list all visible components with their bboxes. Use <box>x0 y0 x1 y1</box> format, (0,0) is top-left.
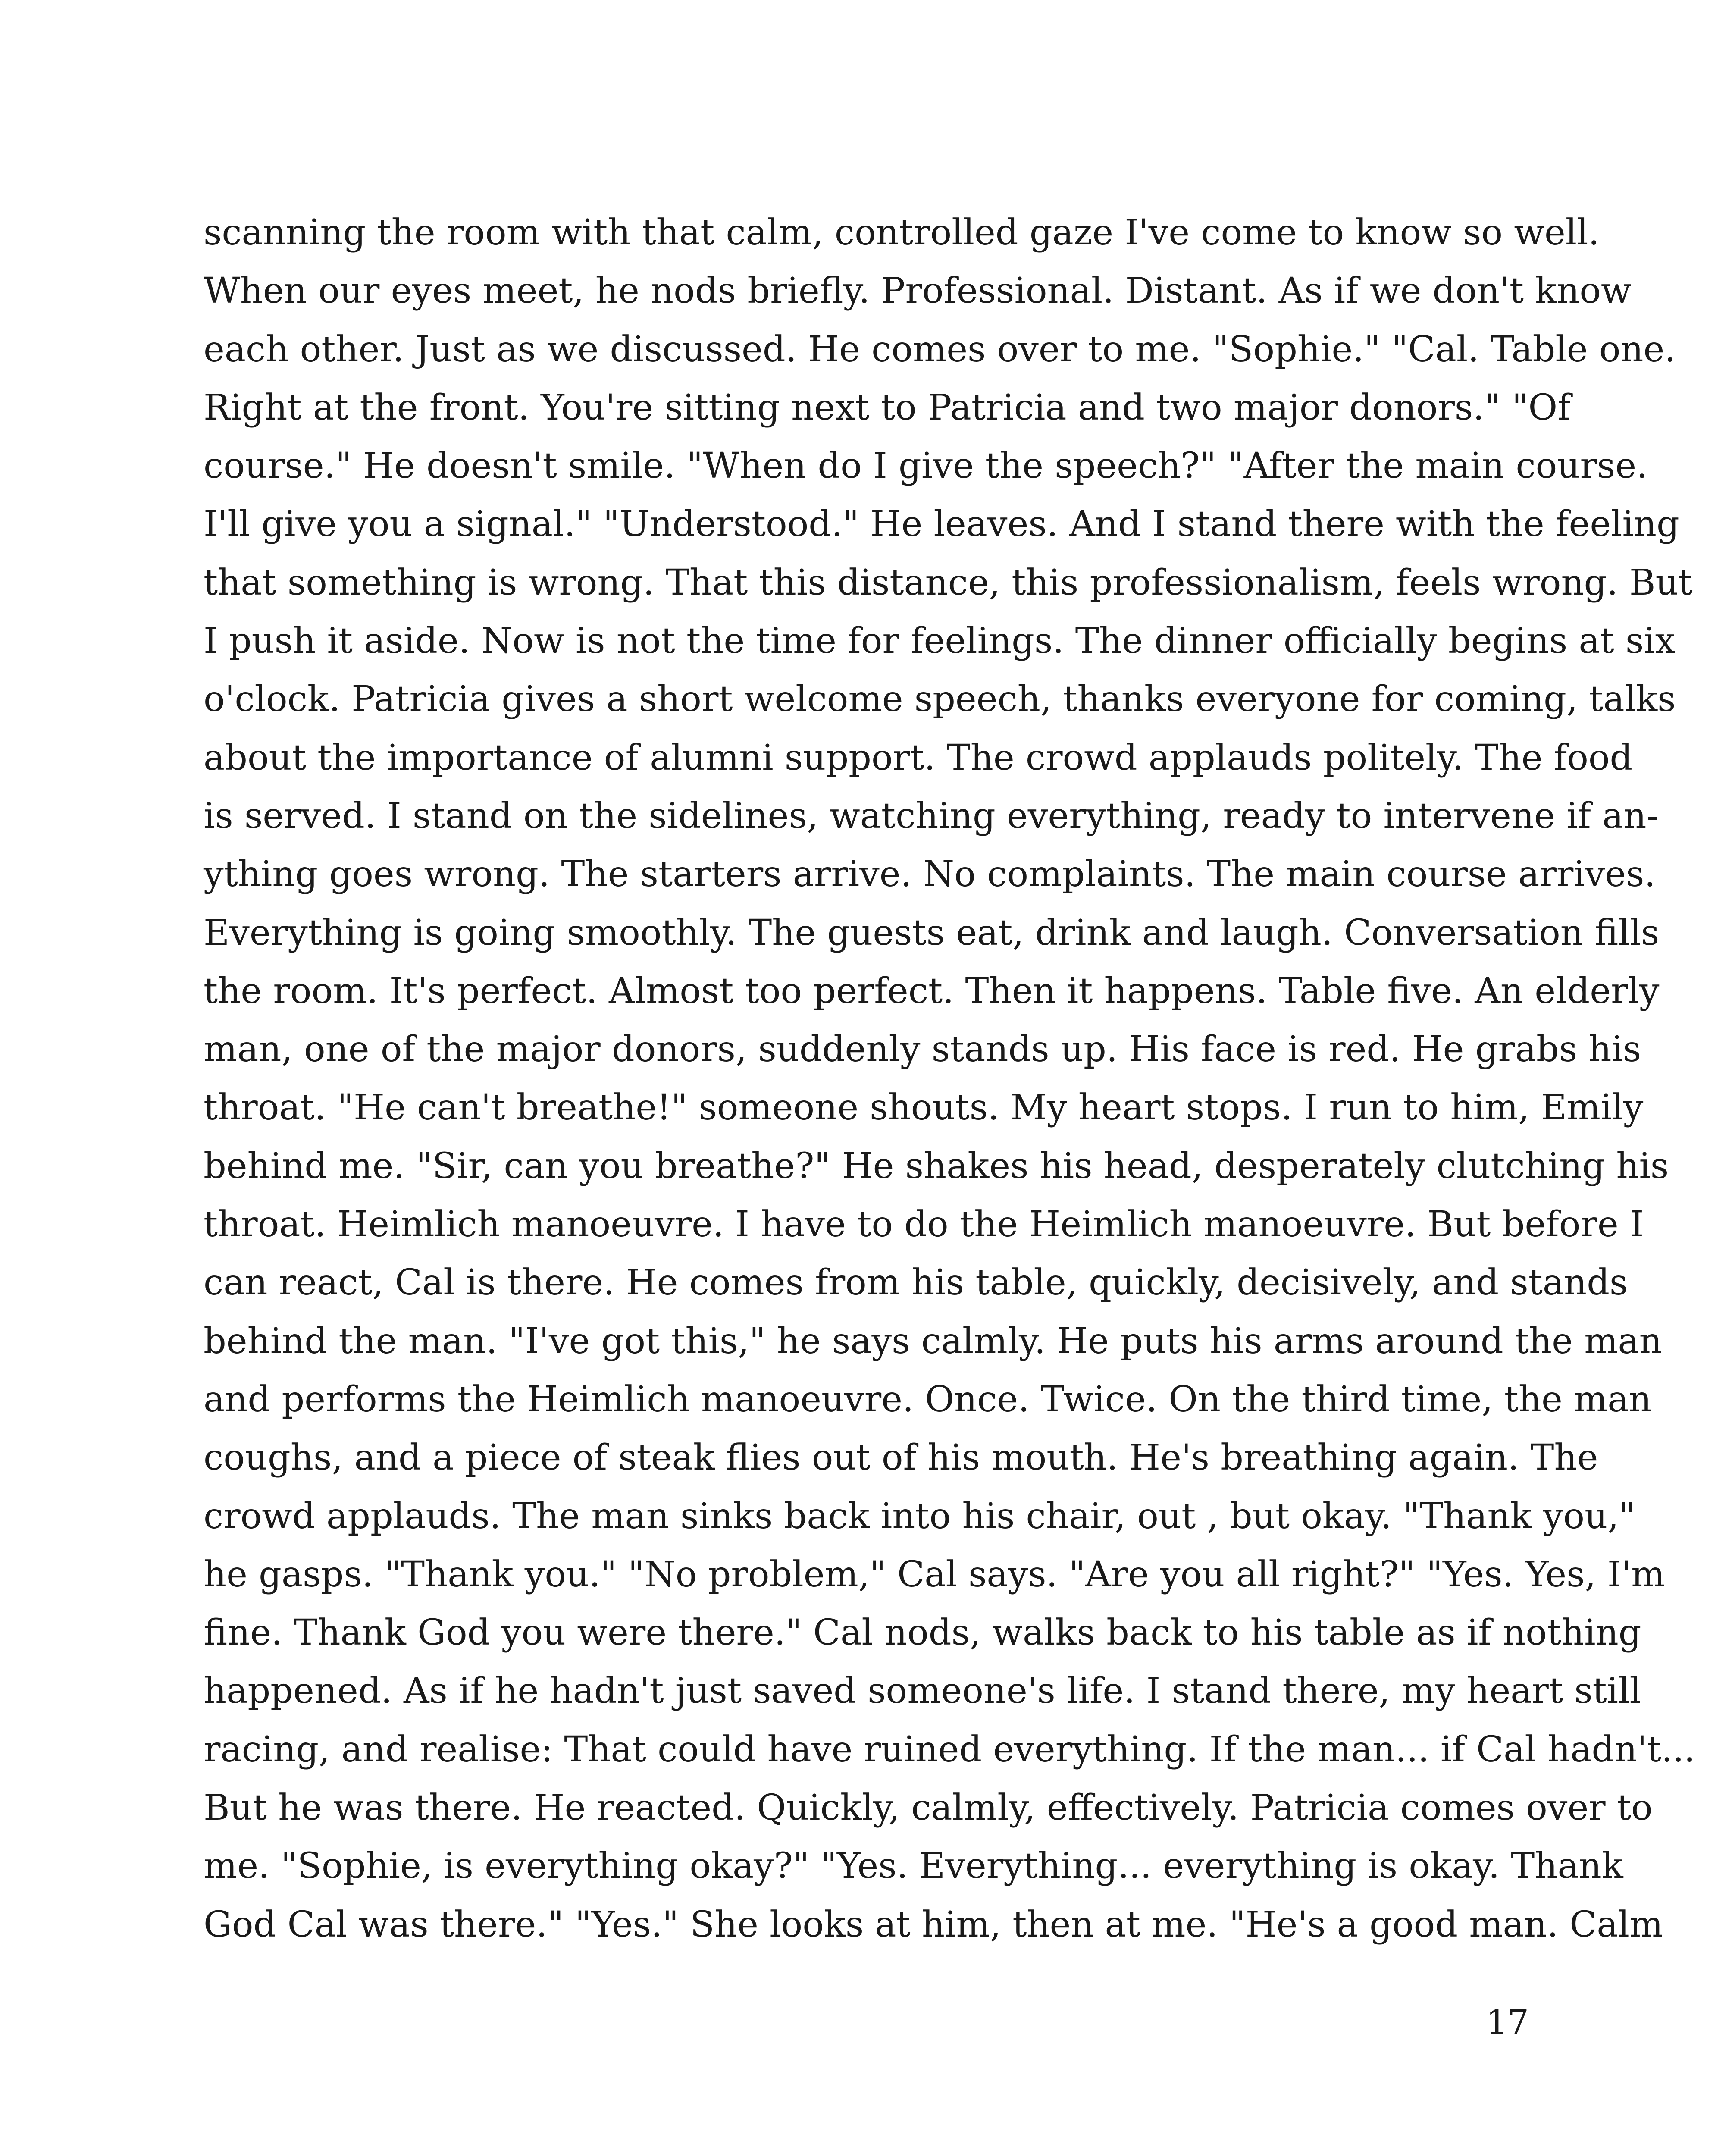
text-line: Right at the front. You're sitting next to Patricia and two major donors." "Of <box>204 386 1571 428</box>
text-line: and performs the Heimlich manoeuvre. Once. Twice. On the third time, the man <box>204 1378 1652 1420</box>
text-line: I push it aside. Now is not the time for feelings. The dinner officially begins at six <box>204 620 1676 662</box>
page-number: 17 <box>1486 2003 1529 2042</box>
text-line: God Cal was there." "Yes." She looks at him, then at me. "He's a good man. Calm <box>204 1903 1663 1945</box>
text-line: about the importance of alumni support. The crowd applauds politely. The food <box>204 736 1633 778</box>
text-line: ything goes wrong. The starters arrive. No complaints. The main course arrives. <box>204 853 1656 895</box>
text-line: happened. As if he hadn't just saved someone's life. I stand there, my heart still <box>204 1670 1641 1712</box>
text-line: When our eyes meet, he nods briefly. Professional. Distant. As if we don't know <box>204 270 1632 312</box>
body-text <box>204 204 1695 1954</box>
text-line: racing, and realise: That could have ruined everything. If the man... if Cal hadn't... <box>204 1728 1695 1770</box>
text-line: crowd applauds. The man sinks back into his chair, out , but okay. "Thank you," <box>204 1495 1635 1537</box>
text-line: fine. Thank God you were there." Cal nods, walks back to his table as if nothing <box>204 1612 1641 1654</box>
text-line: me. "Sophie, is everything okay?" "Yes. Everything... everything is okay. Thank <box>204 1845 1623 1887</box>
text-line: Everything is going smoothly. The guests eat, drink and laugh. Conversation fills <box>204 912 1660 953</box>
text-line: course." He doesn't smile. "When do I give the speech?" "After the main course. <box>204 445 1648 487</box>
text-line: man, one of the major donors, suddenly stands up. His face is red. He grabs his <box>204 1028 1641 1070</box>
text-line: behind me. "Sir, can you breathe?" He shakes his head, desperately clutching his <box>204 1145 1669 1187</box>
text-line: the room. It's perfect. Almost too perfect. Then it happens. Table five. An elderly <box>204 970 1660 1012</box>
text-line: scanning the room with that calm, controlled gaze I've come to know so well. <box>204 212 1600 253</box>
text-line: can react, Cal is there. He comes from his table, quickly, decisively, and stands <box>204 1262 1628 1304</box>
text-line: that something is wrong. That this distance, this professionalism, feels wrong. But <box>204 561 1693 603</box>
text-line: he gasps. "Thank you." "No problem," Cal says. "Are you all right?" "Yes. Yes, I'm <box>204 1553 1665 1595</box>
text-line: coughs, and a piece of steak flies out of his mouth. He's breathing again. The <box>204 1437 1598 1479</box>
text-line: each other. Just as we discussed. He comes over to me. "Sophie." "Cal. Table one. <box>204 328 1676 370</box>
text-line: o'clock. Patricia gives a short welcome speech, thanks everyone for coming, talks <box>204 678 1676 720</box>
text-line: behind the man. "I've got this," he says calmly. He puts his arms around the man <box>204 1320 1662 1362</box>
text-line: is served. I stand on the sidelines, watching everything, ready to intervene if an- <box>204 795 1659 837</box>
text-line: throat. Heimlich manoeuvre. I have to do the Heimlich manoeuvre. But before I <box>204 1203 1644 1245</box>
text-line: But he was there. He reacted. Quickly, calmly, effectively. Patricia comes over to <box>204 1787 1653 1829</box>
text-line: I'll give you a signal." "Understood." He leaves. And I stand there with the feeling <box>204 503 1679 545</box>
text-line: throat. "He can't breathe!" someone shouts. My heart stops. I run to him, Emily <box>204 1087 1644 1128</box>
